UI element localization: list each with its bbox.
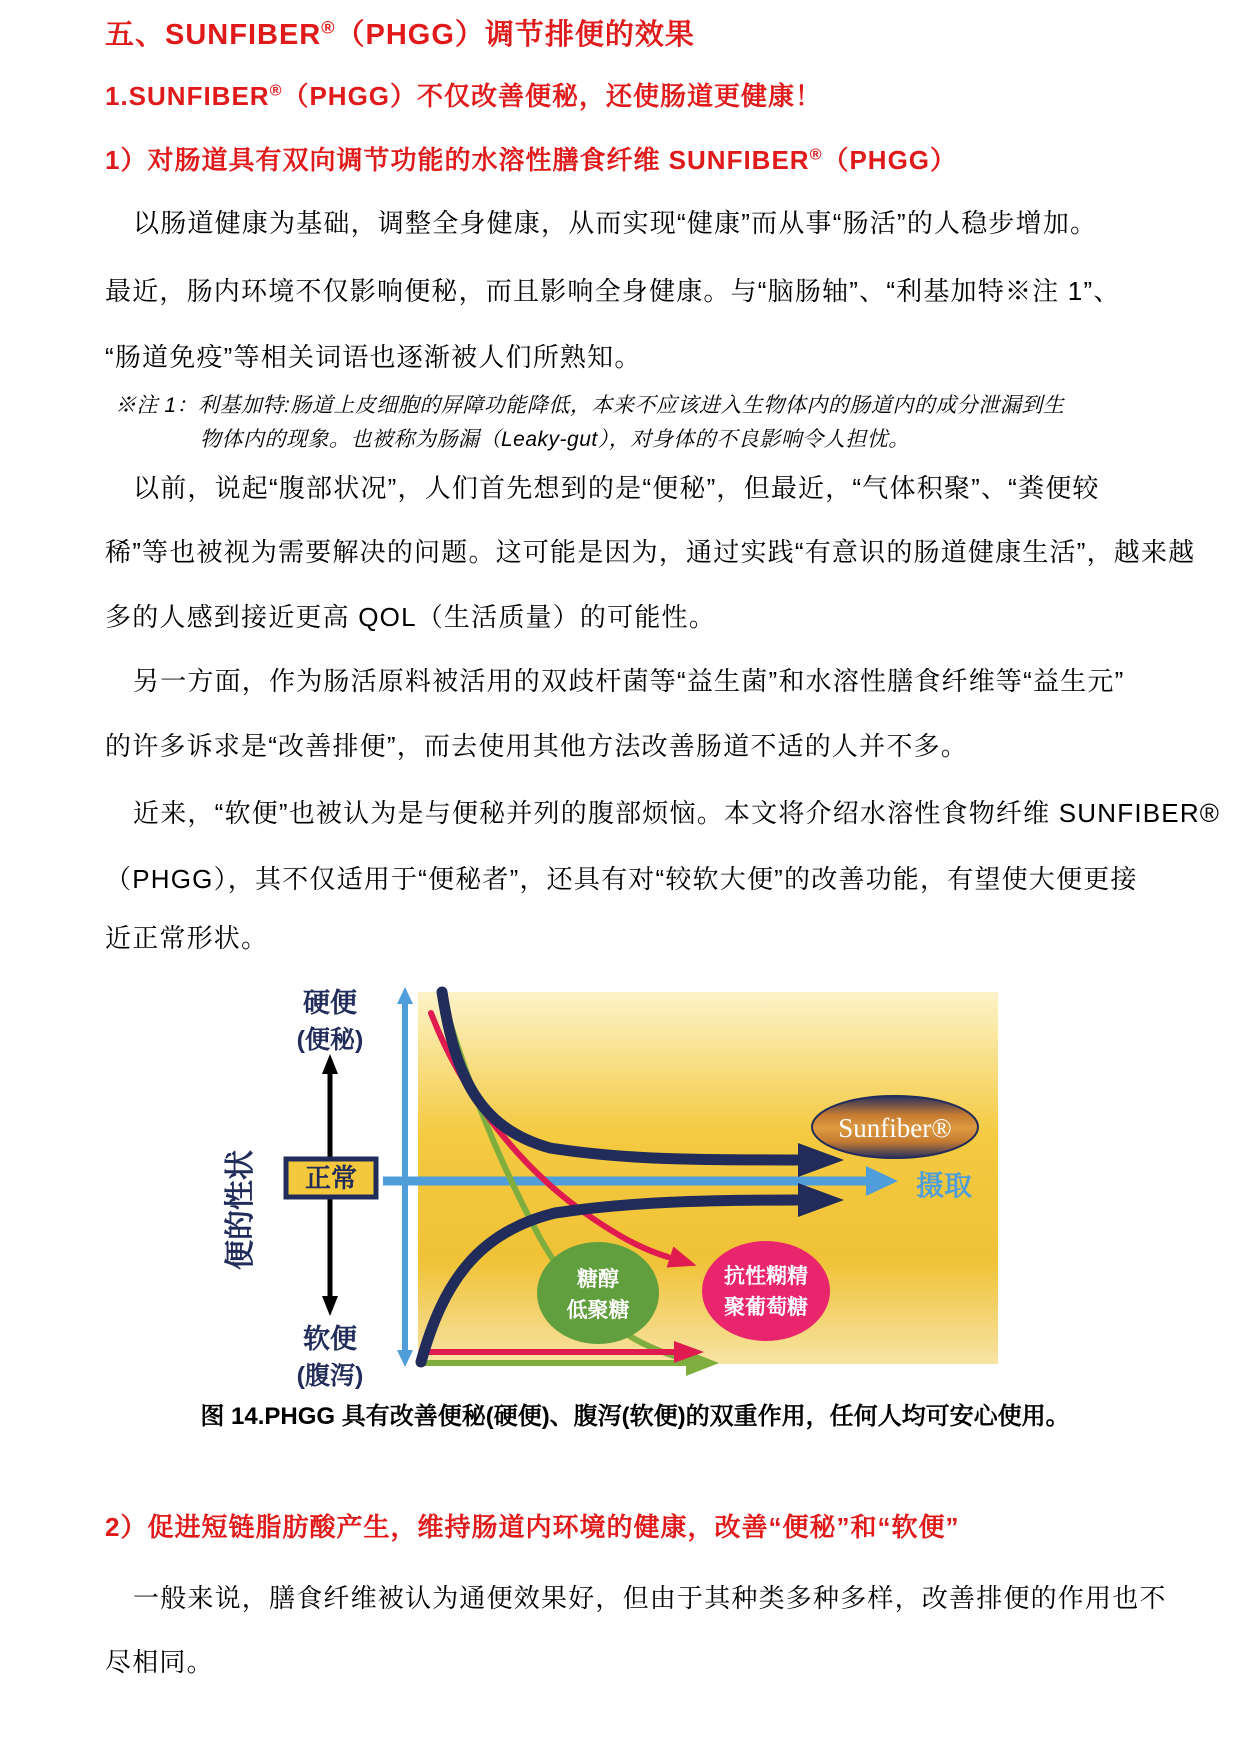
paragraph-line: 稀”等也被视为需要解决的问题。这可能是因为，通过实践“有意识的肠道健康生活”，越来越	[105, 537, 1196, 567]
footnote-line: 物体内的现象。也被称为肠漏（Leaky-gut），对身体的不良影响令人担忧。	[200, 428, 910, 451]
y-axis-down-arrowhead	[397, 1350, 413, 1367]
paragraph-line: 最近，肠内环境不仅影响便秘，而且影响全身健康。与“脑肠轴”、“利基加特※注 1”、	[105, 276, 1121, 306]
sunfiber-label: Sunfiber®	[838, 1113, 952, 1143]
figure-caption: 图 14.PHGG 具有改善便秘(硬便)、腹泻(软便)的双重作用，任何人均可安心使用。	[200, 1403, 1070, 1430]
paragraph-line: “肠道免疫”等相关词语也逐渐被人们所熟知。	[105, 342, 642, 372]
subsection-heading-2	[105, 140, 957, 177]
paragraph-line: （PHGG），其不仅适用于“便秘者”，还具有对“较软大便”的改善功能，有望使大便更接	[105, 864, 1138, 894]
paragraph-line: 近正常形状。	[105, 923, 269, 953]
sugar-alcohol-label: 糖醇	[577, 1268, 619, 1291]
paragraph-line: 的许多诉求是“改善排便”，而去使用其他方法改善肠道不适的人并不多。	[105, 731, 968, 761]
normal-label: 正常	[304, 1163, 358, 1193]
polydextrose-label: 聚葡萄糖	[724, 1296, 808, 1319]
stool-spectrum-up-arrowhead	[322, 1054, 338, 1074]
subsection-heading-text: （PHGG）	[822, 145, 958, 175]
registered-mark: ®	[321, 17, 336, 38]
paragraph-line: 多的人感到接近更高 QOL（生活质量）的可能性。	[105, 602, 716, 632]
subsection-heading-text: 1.SUNFIBER	[105, 81, 270, 111]
paragraph-line: 以肠道健康为基础，调整全身健康，从而实现“健康”而从事“肠活”的人稳步增加。	[133, 208, 1098, 238]
section-heading-text: 五、SUNFIBER	[105, 19, 322, 51]
footnote-line: ※注 1：利基加特:肠道上皮细胞的屏障功能降低，本来不应该进入生物体内的肠道内的成分泄漏到生	[115, 394, 1065, 417]
subsection-heading-text: （PHGG）不仅改善便秘，还使肠道更健康！	[282, 81, 823, 111]
diarrhea-label: (腹泻)	[296, 1362, 364, 1390]
paragraph-line: 一般来说，膳食纤维被认为通便效果好，但由于其种类多种多样，改善排便的作用也不	[133, 1583, 1167, 1613]
subsection-heading-3: 2）促进短链脂肪酸产生，维持肠道内环境的健康，改善“便秘”和“软便”	[105, 1512, 960, 1542]
soft-stool-label: 软便	[303, 1324, 357, 1354]
hard-stool-label: 硬便	[303, 988, 357, 1018]
stool-spectrum-down-arrowhead	[322, 1296, 338, 1316]
y-axis-up-arrowhead	[397, 987, 413, 1004]
subsection-heading-1	[105, 76, 822, 113]
resistant-dextrin-ellipse	[702, 1241, 830, 1341]
intake-label: 摄取	[916, 1170, 973, 1201]
oligosaccharide-label: 低聚糖	[566, 1299, 630, 1322]
sugar-alcohol-ellipse	[537, 1242, 659, 1344]
resistant-dextrin-label: 抗性糊精	[724, 1265, 808, 1288]
stool-form-axis-label: 便的性状	[224, 1150, 257, 1270]
paragraph-line: 以前，说起“腹部状况”，人们首先想到的是“便秘”，但最近，“气体积聚”、“粪便较	[133, 473, 1100, 503]
section-heading-text: （PHGG）调节排便的效果	[335, 19, 695, 51]
subsection-heading-text: 1）对肠道具有双向调节功能的水溶性膳食纤维 SUNFIBER	[105, 145, 810, 175]
figure-14-diagram	[215, 985, 1005, 1390]
paragraph-line: 尽相同。	[105, 1647, 214, 1677]
registered-mark: ®	[269, 81, 283, 100]
paragraph-line: 另一方面，作为肠活原料被活用的双歧杆菌等“益生菌”和水溶性膳食纤维等“益生元”	[133, 666, 1125, 696]
paragraph-line: 近来，“软便”也被认为是与便秘并列的腹部烦恼。本文将介绍水溶性食物纤维 SUNFIBER®	[133, 798, 1221, 828]
section-heading	[105, 12, 695, 53]
constipation-label: (便秘)	[296, 1026, 364, 1054]
registered-mark: ®	[809, 145, 823, 164]
